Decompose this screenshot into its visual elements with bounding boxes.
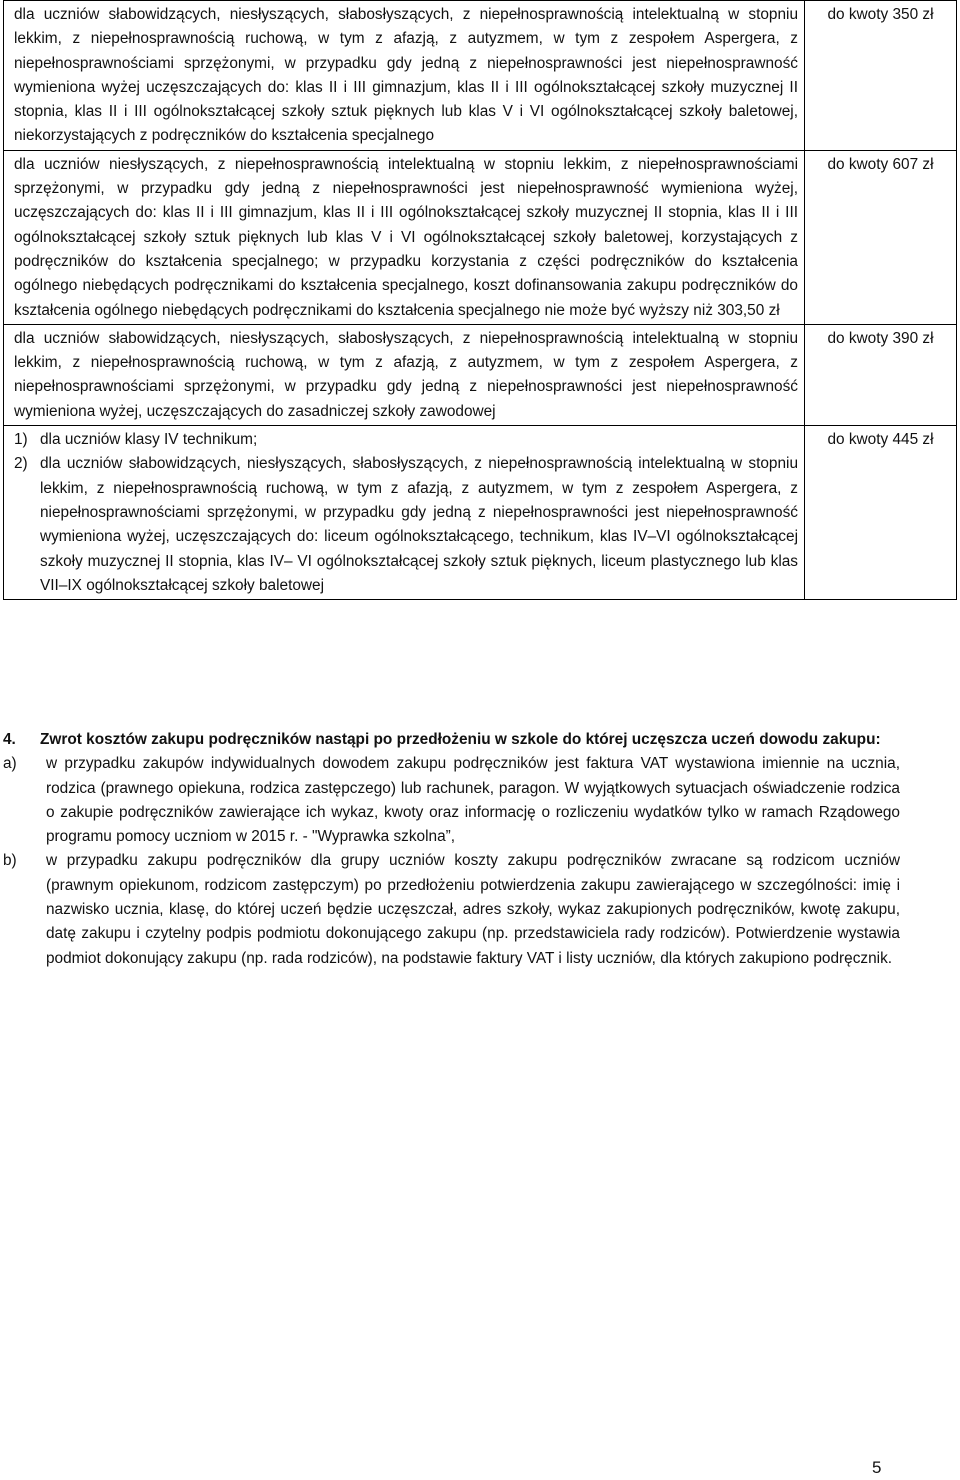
section-heading — [0, 728, 900, 752]
numbered-item — [14, 452, 798, 598]
item-text: dla uczniów klasy IV technikum; — [40, 431, 258, 449]
table-row — [4, 426, 957, 600]
numbered-item — [14, 428, 798, 452]
table-row — [4, 324, 957, 425]
row-amount: do kwoty 390 zł — [805, 324, 957, 425]
row-description: dla uczniów słabowidzących, niesłyszących, słabosłyszących, z niepełnosprawnością intelektualną w stopniu lekkim, z niepełnosprawnością ruchową, w tym z afazją, z autyzmem, w tym z zespołem Aspergera, z niepełnosprawnościami sprzężonymi, w przypadku gdy jedną z niepełnosprawności jest niepełnosprawność wymieniona wyżej uczęszczających do: klas II i III gimnazjum, klas II i III ogólnokształcącej szkoły muzycznej II stopnia, klas II i III ogólnokształcącej szkoły sztuk pięknych lub klas V i VI ogólnokształcącej szkoły baletowej, niekorzystających z podręczników do kształcenia specjalnego — [4, 1, 805, 151]
list-item-letter: a) — [3, 755, 17, 773]
item-number: 2) — [14, 455, 28, 473]
row-amount: do kwoty 445 zł — [805, 426, 957, 600]
section-4 — [0, 728, 900, 971]
row-description: dla uczniów niesłyszących, z niepełnosprawnością intelektualną w stopniu lekkim, z niepełnosprawnościami sprzężonymi, w przypadku gdy jedną z niepełnosprawności jest niepełnosprawność wymieniona wyżej, uczęszczających do: klas II i III gimnazjum, klas II i III ogólnokształcącej szkoły muzycznej II stopnia, klas II i III ogólnokształcącej szkoły sztuk pięknych lub klas V i VI ogólnokształcącej szkoły baletowej, korzystających z podręczników do kształcenia specjalnego; w przypadku korzystania z części podręczników do kształcenia ogólnego niebędących podręcznikami do kształcenia specjalnego, koszt dofinansowania zakupu podręczników do kształcenia ogólnego niebędących podręcznikami do kształcenia specjalnego nie może być wyższy niż 303,50 zł — [4, 150, 805, 324]
table-row — [4, 1, 957, 151]
list-item — [0, 752, 900, 849]
list-item-text: w przypadku zakupu podręczników dla grupy uczniów koszty zakupu podręczników zwracane są rodzicom uczniów (prawnym opiekunom, rodzicom zastępczym) po przedłożeniu potwierdzenia zakupu zawierającego w szczególności: imię i nazwisko ucznia, klasę, do której uczeń będzie uczęszczał, adres szkoły, wykaz zakupionych podręczników, kwotę zakupu, datę zakupu i czytelny podpis podmiotu dokonującego zakupu (np. przedstawiciela rady rodziców). Potwierdzenie wystawia podmiot dokonujący zakupu (np. rada rodziców), na podstawie faktury VAT i listy uczniów, dla których zakupiono podręcznik. — [46, 852, 900, 967]
item-text: dla uczniów słabowidzących, niesłyszących, słabosłyszących, z niepełnosprawnością intelektualną w stopniu lekkim, z niepełnosprawnością ruchową, w tym z afazją, z autyzmem, w tym z zespołem Aspergera, z niepełnosprawnościami sprzężonymi, w przypadku gdy jedną z niepełnosprawności jest niepełnosprawność wymieniona wyżej, uczęszczających do: liceum ogólnokształcącego, technikum, klas IV–VI ogólnokształcącej szkoły muzycznej II stopnia, klas IV– VI ogólnokształcącej szkoły sztuk pięknych, liceum plastycznego lub klas VII–IX ogólnokształcącej szkoły baletowej — [40, 455, 798, 594]
table-row — [4, 150, 957, 324]
page-number: 5 — [872, 1458, 882, 1477]
item-number: 1) — [14, 431, 28, 449]
section-heading-text: Zwrot kosztów zakupu podręczników nastąpi po przedłożeniu w szkole do której uczęszcza uczeń dowodu zakupu: — [40, 731, 881, 748]
section-number: 4. — [3, 731, 16, 748]
row-amount: do kwoty 350 zł — [805, 1, 957, 151]
list-item-text: w przypadku zakupów indywidualnych dowodem zakupu podręczników jest faktura VAT wystawiona imiennie na ucznia, rodzica (prawnego opiekuna, rodzica zastępczego) lub rachunek, paragon. W wyjątkowych sytuacjach oświadczenie rodzica o zakupie podręczników zawierające ich wykaz, kwoty oraz informację o rozliczeniu wydatków tylko w ramach Rządowego programu pomocy uczniom w 2015 r. - "Wyprawka szkolna”, — [46, 755, 900, 846]
row-description — [4, 426, 805, 600]
list-item-letter: b) — [3, 852, 17, 870]
list-item — [0, 849, 900, 970]
row-description: dla uczniów słabowidzących, niesłyszących, słabosłyszących, z niepełnosprawnością intelektualną w stopniu lekkim, z niepełnosprawnością ruchową, w tym z afazją, z autyzmem, w tym z zespołem Aspergera, z niepełnosprawnościami sprzężonymi, w przypadku gdy jedną z niepełnosprawności jest niepełnosprawność wymieniona wyżej, uczęszczających do zasadniczej szkoły zawodowej — [4, 324, 805, 425]
row-amount: do kwoty 607 zł — [805, 150, 957, 324]
funding-table — [3, 0, 957, 600]
